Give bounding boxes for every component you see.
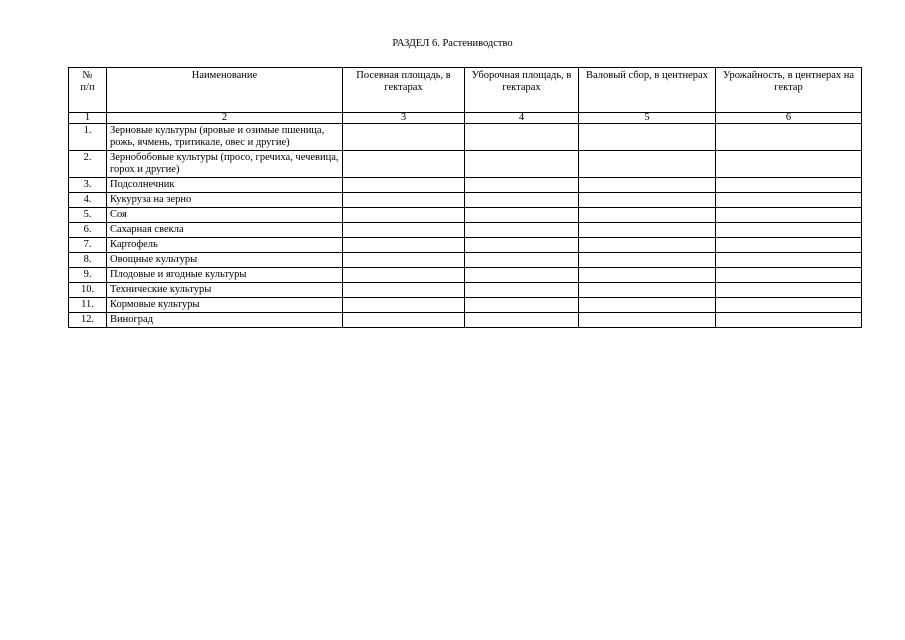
row-name: Овощные культуры xyxy=(107,253,343,268)
table-row xyxy=(69,268,862,283)
harvested-area-cell[interactable] xyxy=(465,283,579,298)
gross-harvest-cell[interactable] xyxy=(579,124,716,151)
row-name: Сахарная свекла xyxy=(107,223,343,238)
gross-harvest-cell[interactable] xyxy=(579,208,716,223)
column-header-yield: Урожайность, в центнерах на гектар xyxy=(716,68,862,113)
yield-cell[interactable] xyxy=(716,283,862,298)
yield-cell[interactable] xyxy=(716,193,862,208)
sown-area-cell[interactable] xyxy=(343,283,465,298)
column-number: 3 xyxy=(343,113,465,124)
row-name: Зернобобовые культуры (просо, гречиха, чечевица, горох и другие) xyxy=(107,151,343,178)
gross-harvest-cell[interactable] xyxy=(579,313,716,328)
sown-area-cell[interactable] xyxy=(343,313,465,328)
table-row xyxy=(69,283,862,298)
harvested-area-cell[interactable] xyxy=(465,223,579,238)
harvested-area-cell[interactable] xyxy=(465,151,579,178)
harvested-area-cell[interactable] xyxy=(465,253,579,268)
header-row xyxy=(69,68,862,113)
column-number: 2 xyxy=(107,113,343,124)
yield-cell[interactable] xyxy=(716,268,862,283)
gross-harvest-cell[interactable] xyxy=(579,223,716,238)
harvested-area-cell[interactable] xyxy=(465,193,579,208)
row-name: Технические культуры xyxy=(107,283,343,298)
harvested-area-cell[interactable] xyxy=(465,238,579,253)
column-header-gross-harvest: Валовый сбор, в центнерах xyxy=(579,68,716,113)
row-number: 8. xyxy=(69,253,107,268)
row-name: Картофель xyxy=(107,238,343,253)
yield-cell[interactable] xyxy=(716,124,862,151)
sown-area-cell[interactable] xyxy=(343,253,465,268)
column-number: 1 xyxy=(69,113,107,124)
table-row xyxy=(69,193,862,208)
harvested-area-cell[interactable] xyxy=(465,313,579,328)
row-number: 1. xyxy=(69,124,107,151)
yield-cell[interactable] xyxy=(716,223,862,238)
row-number: 7. xyxy=(69,238,107,253)
sown-area-cell[interactable] xyxy=(343,178,465,193)
row-number: 4. xyxy=(69,193,107,208)
yield-cell[interactable] xyxy=(716,238,862,253)
gross-harvest-cell[interactable] xyxy=(579,193,716,208)
table-row xyxy=(69,298,862,313)
sown-area-cell[interactable] xyxy=(343,151,465,178)
column-number-row xyxy=(69,113,862,124)
table-row xyxy=(69,223,862,238)
yield-cell[interactable] xyxy=(716,208,862,223)
row-name: Соя xyxy=(107,208,343,223)
gross-harvest-cell[interactable] xyxy=(579,298,716,313)
row-number: 2. xyxy=(69,151,107,178)
harvested-area-cell[interactable] xyxy=(465,298,579,313)
column-header-harvested-area: Уборочная площадь, в гектарах xyxy=(465,68,579,113)
harvested-area-cell[interactable] xyxy=(465,208,579,223)
row-name: Виноград xyxy=(107,313,343,328)
sown-area-cell[interactable] xyxy=(343,223,465,238)
row-number: 9. xyxy=(69,268,107,283)
row-number: 10. xyxy=(69,283,107,298)
section-title: РАЗДЕЛ 6. Растениводство xyxy=(392,38,513,49)
gross-harvest-cell[interactable] xyxy=(579,178,716,193)
row-number: 5. xyxy=(69,208,107,223)
table-row xyxy=(69,253,862,268)
harvested-area-cell[interactable] xyxy=(465,268,579,283)
gross-harvest-cell[interactable] xyxy=(579,238,716,253)
sown-area-cell[interactable] xyxy=(343,124,465,151)
row-name: Плодовые и ягодные культуры xyxy=(107,268,343,283)
row-name: Кукуруза на зерно xyxy=(107,193,343,208)
column-number: 5 xyxy=(579,113,716,124)
harvested-area-cell[interactable] xyxy=(465,124,579,151)
gross-harvest-cell[interactable] xyxy=(579,268,716,283)
sown-area-cell[interactable] xyxy=(343,238,465,253)
table-row xyxy=(69,313,862,328)
row-number: 3. xyxy=(69,178,107,193)
row-name: Кормовые культуры xyxy=(107,298,343,313)
row-number: 12. xyxy=(69,313,107,328)
row-number: 11. xyxy=(69,298,107,313)
table-row xyxy=(69,151,862,178)
sown-area-cell[interactable] xyxy=(343,298,465,313)
gross-harvest-cell[interactable] xyxy=(579,253,716,268)
row-number: 6. xyxy=(69,223,107,238)
column-header-name: Наименование xyxy=(107,68,343,113)
yield-cell[interactable] xyxy=(716,253,862,268)
table-row xyxy=(69,178,862,193)
table-row xyxy=(69,208,862,223)
column-number: 4 xyxy=(465,113,579,124)
column-number: 6 xyxy=(716,113,862,124)
table-row xyxy=(69,124,862,151)
sown-area-cell[interactable] xyxy=(343,208,465,223)
row-name: Подсолнечник xyxy=(107,178,343,193)
sown-area-cell[interactable] xyxy=(343,268,465,283)
yield-cell[interactable] xyxy=(716,151,862,178)
yield-cell[interactable] xyxy=(716,313,862,328)
column-header-sown-area: Посевная площадь, в гектарах xyxy=(343,68,465,113)
yield-cell[interactable] xyxy=(716,298,862,313)
yield-cell[interactable] xyxy=(716,178,862,193)
gross-harvest-cell[interactable] xyxy=(579,283,716,298)
column-header-number: № п/п xyxy=(69,68,107,113)
harvested-area-cell[interactable] xyxy=(465,178,579,193)
row-name: Зерновые культуры (яровые и озимые пшеница, рожь, ячмень, тритикале, овес и другие) xyxy=(107,124,343,151)
table-row xyxy=(69,238,862,253)
gross-harvest-cell[interactable] xyxy=(579,151,716,178)
crop-production-table xyxy=(68,67,862,328)
sown-area-cell[interactable] xyxy=(343,193,465,208)
